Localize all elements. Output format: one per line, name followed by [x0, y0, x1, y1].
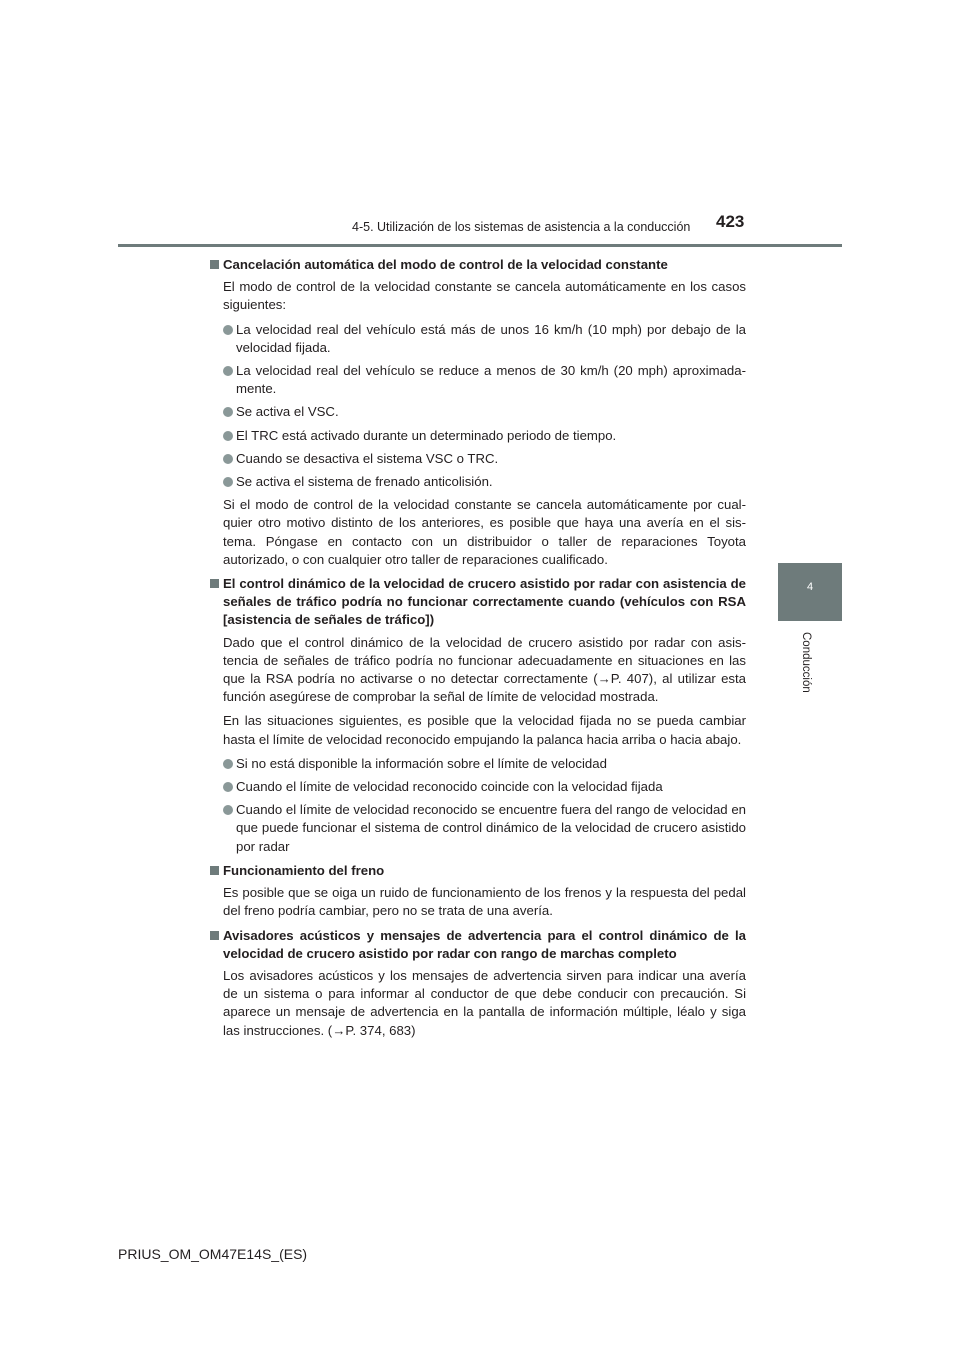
list-item: Cuando se desactiva el sistema VSC o TRC. — [223, 450, 746, 468]
list-item: La velocidad real del vehículo está más de unos 16 km/h (10 mph) por debajo de la velocidad fijada. — [223, 321, 746, 357]
circle-bullet-icon — [223, 805, 233, 815]
square-bullet-icon — [210, 866, 219, 875]
chapter-tab-label: Conducción — [800, 632, 812, 693]
list-item: Se activa el VSC. — [223, 403, 746, 421]
circle-bullet-icon — [223, 325, 233, 335]
list-item: El TRC está activado durante un determinado periodo de tiempo. — [223, 427, 746, 445]
circle-bullet-icon — [223, 782, 233, 792]
list-item: Cuando el límite de velocidad reconocido coincide con la velocidad fijada — [223, 778, 746, 796]
circle-bullet-icon — [223, 366, 233, 376]
list-item: Cuando el límite de velocidad reconocido se encuentre fuera del rango de velocidad en que puede funcionar el sistema de control dinámico de la velocidad de crucero asistido por radar — [223, 801, 746, 856]
section-title: Funcionamiento del freno — [210, 862, 746, 880]
section-title: El control dinámico de la velocidad de crucero asistido por radar con asistencia de señales de tráfico podría no funcionar correctamente cuando (vehículos con RSA [asistencia de señales de tráfico]) — [210, 575, 746, 630]
square-bullet-icon — [210, 260, 219, 269]
header-divider — [118, 244, 842, 247]
circle-bullet-icon — [223, 454, 233, 464]
circle-bullet-icon — [223, 759, 233, 769]
section-automatic-cancellation — [210, 256, 746, 569]
circle-bullet-icon — [223, 407, 233, 417]
page-number: 423 — [716, 212, 745, 231]
page-content — [210, 256, 746, 1046]
section-paragraph: Si el modo de control de la velocidad constante se cancela automáticamente por cual-quier otro motivo distinto de los anteriores, es posible que haya una avería en el sis-tema. Póngase en contacto con un distribuidor o taller de reparaciones Toyota autorizado, o con cualquier otro taller de reparaciones cualificado. — [223, 497, 746, 567]
header-section-title: 4-5. Utilización de los sistemas de asistencia a la conducción — [352, 220, 691, 234]
circle-bullet-icon — [223, 431, 233, 441]
list-item: La velocidad real del vehículo se reduce a menos de 30 km/h (20 mph) aproximada-mente. — [223, 362, 746, 398]
circle-bullet-icon — [223, 477, 233, 487]
section-warning-buzzers — [210, 927, 746, 1040]
section-brake-operation — [210, 862, 746, 921]
section-paragraph: Los avisadores acústicos y los mensajes de advertencia sirven para indicar una avería de un sistema o para informar al conductor de que debe conducir con precaución. Si aparece un mensaje de advertencia en la pantalla de información múltiple, léalo y siga las instrucciones. (→P. 374, 683) — [223, 967, 746, 1038]
section-title: Cancelación automática del modo de control de la velocidad constante — [210, 256, 746, 274]
section-paragraph: En las situaciones siguientes, es posible que la velocidad fijada no se pueda cambiar hasta el límite de velocidad reconocido empujando la palanca hacia arriba o hacia abajo. — [223, 713, 746, 747]
section-title: Avisadores acústicos y mensajes de advertencia para el control dinámico de la velocidad de crucero asistido por radar con rango de marchas completo — [210, 927, 746, 963]
footer-document-code: PRIUS_OM_OM47E14S_(ES) — [118, 1246, 308, 1262]
section-paragraph: Dado que el control dinámico de la velocidad de crucero asistido por radar con asis-tencia de señales de tráfico podría no funcionar adecuadamente en situaciones en las que la RSA podría no activarse o no detectar correctamente (→P. 407), al utilizar esta función asegúrese de comprobar la señal de límite de velocidad mostrada. — [223, 634, 746, 705]
chapter-tab-number: 4 — [806, 581, 814, 593]
square-bullet-icon — [210, 931, 219, 940]
section-rsa-limitations — [210, 575, 746, 856]
list-item: Se activa el sistema de frenado anticolisión. — [223, 473, 746, 491]
square-bullet-icon — [210, 579, 219, 588]
section-paragraph: El modo de control de la velocidad constante se cancela automáticamente en los casos siguientes: — [223, 279, 746, 313]
list-item: Si no está disponible la información sobre el límite de velocidad — [223, 755, 746, 773]
section-paragraph: Es posible que se oiga un ruido de funcionamiento de los frenos y la respuesta del pedal del freno podría cambiar, pero no se trata de una avería. — [223, 885, 746, 919]
chapter-tab — [778, 563, 842, 621]
